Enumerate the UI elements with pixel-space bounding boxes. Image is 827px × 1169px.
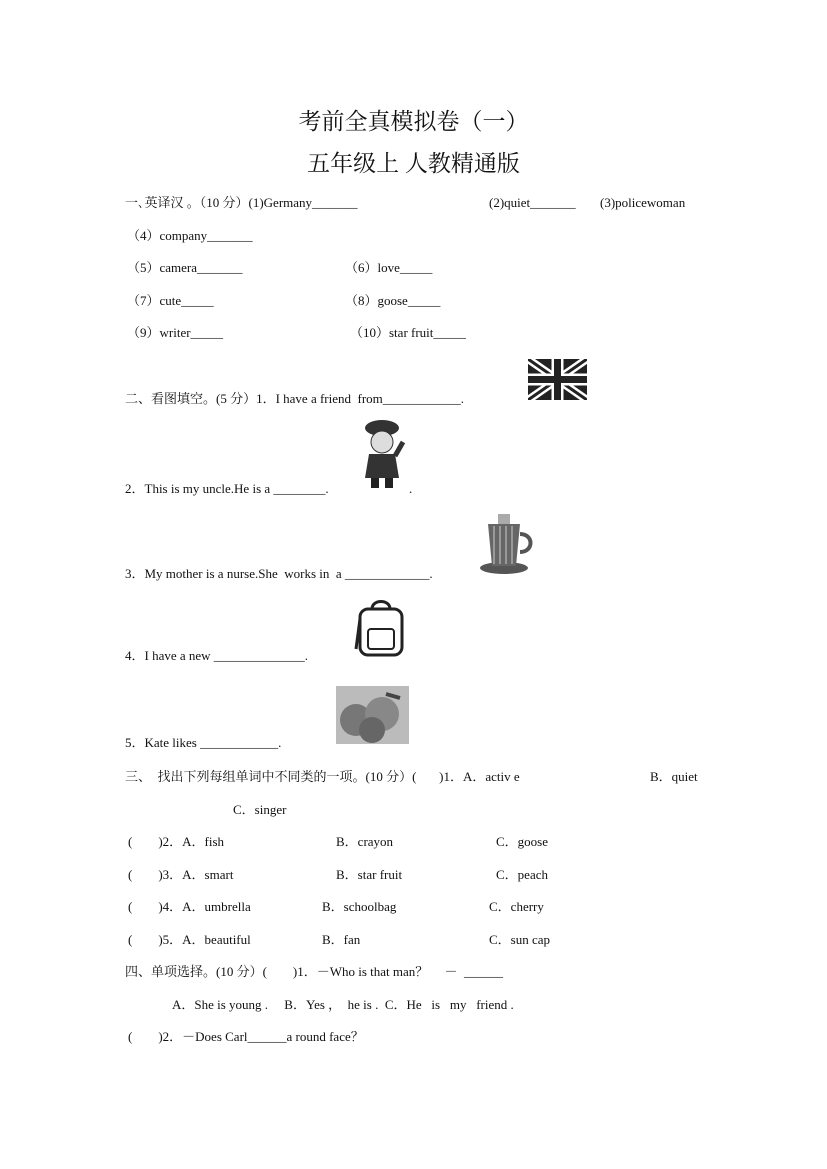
s3-q4-a: ( )4．A．umbrella — [128, 899, 251, 914]
s1-q10: （10）star fruit_____ — [350, 325, 466, 340]
s4-q2: ( )2．－Does Carl______a round face？ — [128, 1029, 364, 1044]
page-subtitle: 五年级上 人教精通版 — [307, 151, 520, 176]
s3-q4-c: C．cherry — [489, 899, 544, 914]
s4-q1-options: A．She is young . B．Yes ， he is . C．He is my friend . — [172, 997, 514, 1012]
s3-q3-b: B．star fruit — [336, 867, 403, 882]
s3-q5-a: ( )5．A．beautiful — [128, 932, 251, 947]
s1-q8: （8）goose_____ — [345, 293, 441, 308]
s1-q4: （4）company_______ — [127, 228, 253, 243]
s3-q3-c: C．peach — [496, 867, 548, 882]
s2-q3: 3．My mother is a nurse.She works in a _____________. — [125, 566, 433, 581]
schoolbag-image — [354, 599, 408, 659]
s3-q2-a: ( )2．A．fish — [128, 834, 225, 849]
policeman-image — [357, 418, 407, 490]
uk-flag-image — [528, 359, 587, 400]
s1-q6: （6）love_____ — [345, 260, 433, 275]
page-title: 考前全真模拟卷（一） — [298, 109, 529, 134]
s1-q3: (3)policewoman — [600, 195, 686, 210]
s2-q5: 5．Kate likes ____________. — [125, 735, 282, 750]
s3-q2-c: C．goose — [496, 834, 549, 849]
section2-heading: 二、看图填空。(5 分）1．I have a friend from____________. — [125, 391, 465, 406]
section4-heading: 四、单项选择。(10 分）( )1．－Who is that man？ － ______ — [125, 964, 504, 979]
s3-q1-c: C．singer — [233, 802, 287, 817]
s2-q2-dot: . — [409, 481, 413, 496]
s1-q7: （7）cute_____ — [127, 293, 214, 308]
s2-q4: 4．I have a new ______________. — [125, 648, 309, 663]
s1-q2: (2)quiet_______ — [489, 195, 576, 210]
section1-heading: 一､英译汉 。（10 分）(1)Germany_______ — [125, 195, 358, 210]
s3-q4-b: B．schoolbag — [322, 899, 397, 914]
s1-q5: （5）camera_______ — [127, 260, 243, 275]
s3-q5-b: B．fan — [322, 932, 361, 947]
peaches-image — [336, 686, 409, 744]
s3-q5-c: C．sun cap — [489, 932, 551, 947]
section3-heading: 三、 找出下列每组单词中不同类的一项。(10 分）( )1．A．activ e — [125, 769, 520, 784]
s3-q1-b: B．quiet — [650, 769, 698, 784]
s3-q2-b: B．crayon — [336, 834, 394, 849]
s1-q9: （9）writer_____ — [127, 325, 224, 340]
s3-q3-a: ( )3．A．smart — [128, 867, 234, 882]
teacup-image — [478, 510, 536, 576]
s2-q2: 2．This is my uncle.He is a ________. — [125, 481, 329, 496]
